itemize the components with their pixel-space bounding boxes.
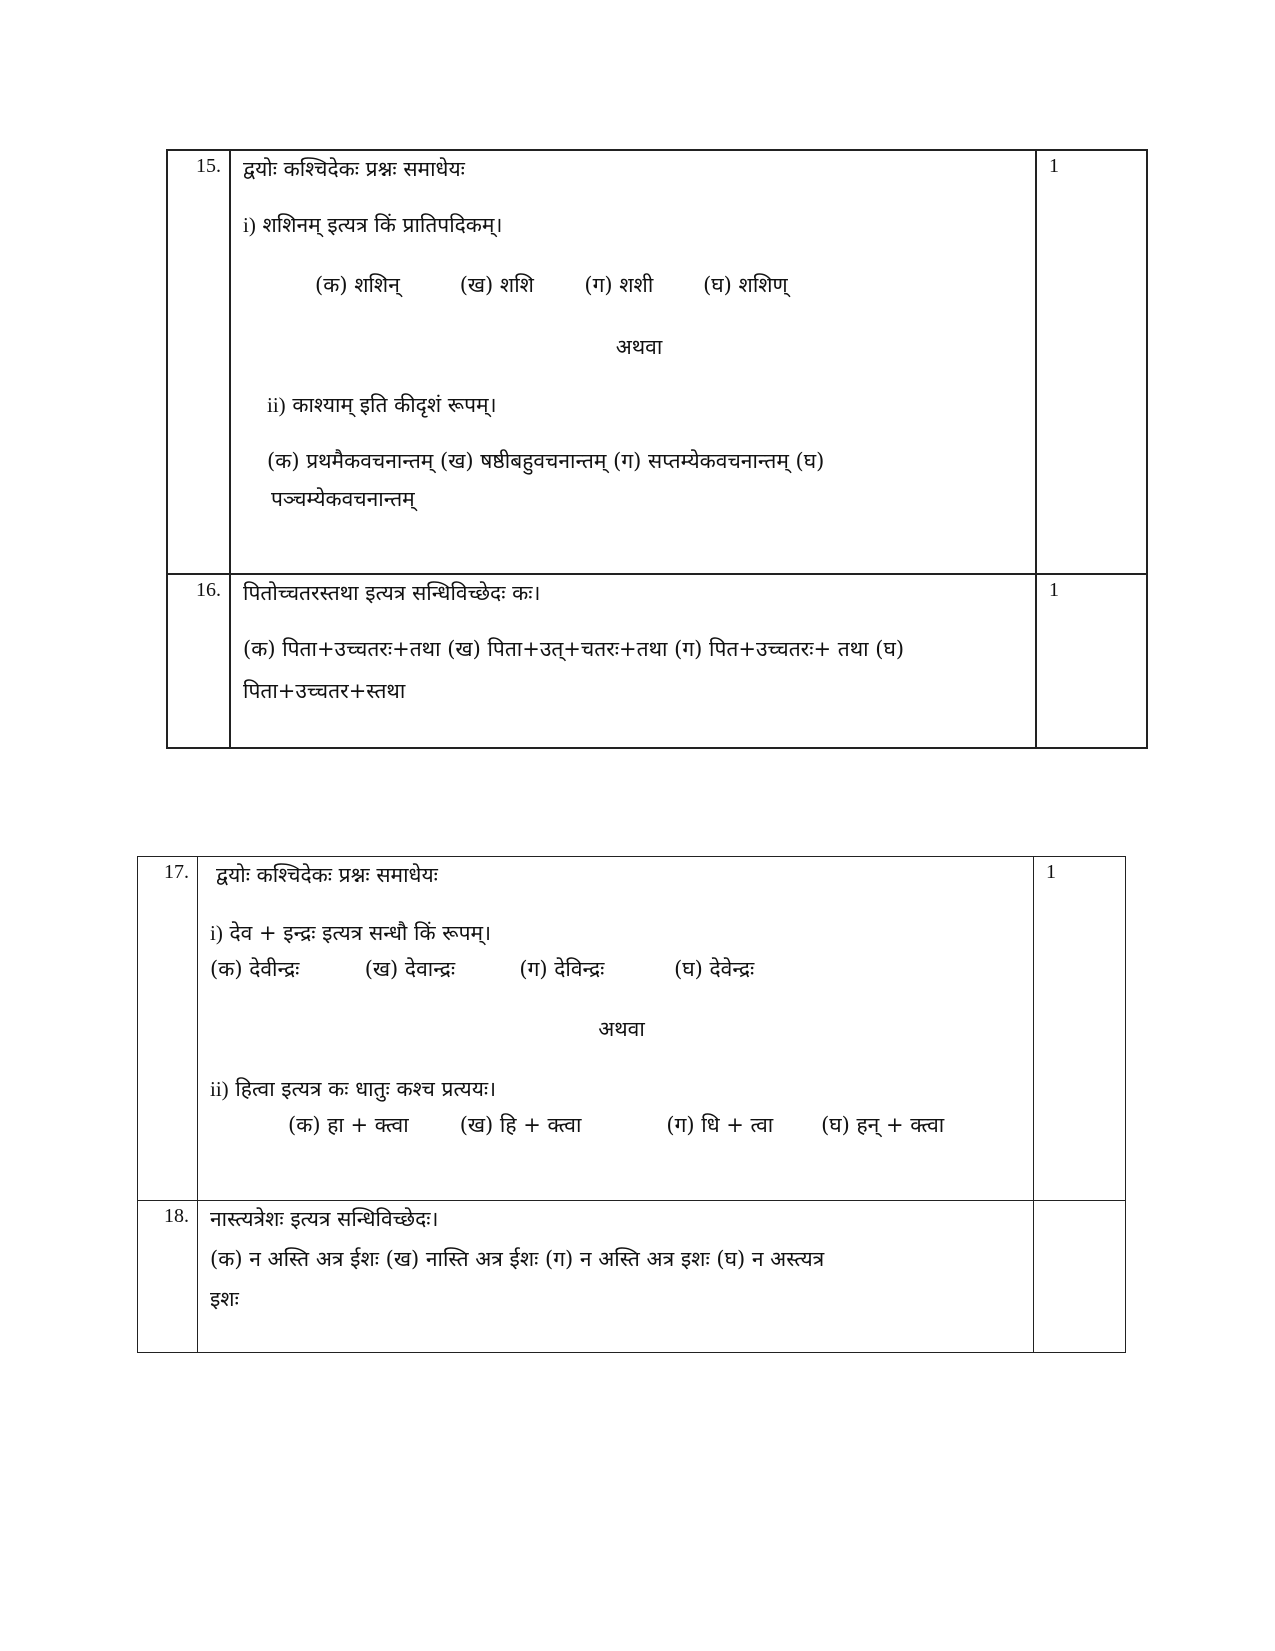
question-heading: द्वयोः कश्चिदेकः प्रश्नः समाधेयः	[243, 157, 465, 181]
option-b: (ख) शशि	[459, 273, 534, 297]
question-number: 18.	[138, 1201, 198, 1353]
question-body	[230, 150, 1036, 574]
option-d: (घ) शशिण्	[703, 273, 788, 297]
question-number: 16.	[167, 574, 230, 748]
option-a: (क) शशिन्	[315, 273, 400, 297]
sub-question-1-options	[243, 271, 1035, 307]
question-options-line2: इशः	[210, 1287, 239, 1311]
question-options-line1: (क) न अस्ति अत्र ईशः (ख) नास्ति अत्र ईशः (ग) न अस्ति अत्र इशः (घ) न अस्त्यत्र	[210, 1247, 825, 1271]
option-a: (क) देवीन्द्रः	[210, 957, 300, 981]
or-separator: अथवा	[598, 1017, 645, 1041]
question-table-1	[166, 149, 1148, 749]
sub-question-2-options	[210, 1111, 1033, 1147]
question-heading: द्वयोः कश्चिदेकः प्रश्नः समाधेयः	[216, 863, 438, 887]
question-heading: नास्त्यत्रेशः इत्यत्र सन्धिविच्छेदः।	[210, 1207, 439, 1231]
question-table-2	[137, 856, 1126, 1353]
or-separator: अथवा	[615, 335, 663, 359]
sub-question-2: ii) काश्याम् इति कीदृशं रूपम्।	[267, 393, 497, 417]
question-body	[230, 574, 1036, 748]
option-c: (ग) धि + त्वा	[666, 1113, 774, 1137]
question-marks: 1	[1034, 857, 1126, 1201]
question-row-17	[138, 857, 1126, 1201]
option-b: (ख) देवान्द्रः	[364, 957, 456, 981]
question-options-line2: पिता+उच्चतर+स्तथा	[243, 679, 406, 703]
option-c: (ग) देविन्द्रः	[519, 957, 605, 981]
option-a: (क) हा + क्त्वा	[288, 1113, 409, 1137]
sub-question-1: i) शशिनम् इत्यत्र किं प्रातिपदिकम्।	[243, 213, 503, 237]
question-row-15	[167, 150, 1147, 574]
sub-question-2-options-line2: पञ्चम्येकवचनान्तम्	[271, 487, 415, 511]
sub-question-1-options	[210, 955, 1033, 991]
question-row-18	[138, 1201, 1126, 1353]
question-body	[198, 857, 1034, 1201]
question-heading: पितोच्चतरस्तथा इत्यत्र सन्धिविच्छेदः कः।	[243, 581, 541, 605]
sub-question-1: i) देव + इन्द्रः इत्यत्र सन्धौ किं रूपम्।	[210, 921, 492, 945]
question-options-line1: (क) पिता+उच्चतरः+तथा (ख) पिता+उत्+चतरः+तथा (ग) पित+उच्चतरः+ तथा (घ)	[243, 637, 905, 661]
option-c: (ग) शशी	[584, 273, 654, 297]
option-d: (घ) हन् + क्त्वा	[821, 1113, 945, 1137]
question-marks	[1034, 1201, 1126, 1353]
question-row-16	[167, 574, 1147, 748]
sub-question-2-options-line1: (क) प्रथमैकवचनान्तम् (ख) षष्ठीबहुवचनान्तम् (ग) सप्तम्येकवचनान्तम् (घ)	[267, 449, 825, 473]
question-number: 17.	[138, 857, 198, 1201]
option-b: (ख) हि + क्त्वा	[459, 1113, 582, 1137]
sub-question-2: ii) हित्वा इत्यत्र कः धातुः कश्च प्रत्ययः।	[210, 1077, 497, 1101]
question-number: 15.	[167, 150, 230, 574]
question-marks: 1	[1036, 150, 1147, 574]
option-d: (घ) देवेन्द्रः	[674, 957, 755, 981]
question-marks: 1	[1036, 574, 1147, 748]
question-body	[198, 1201, 1034, 1353]
